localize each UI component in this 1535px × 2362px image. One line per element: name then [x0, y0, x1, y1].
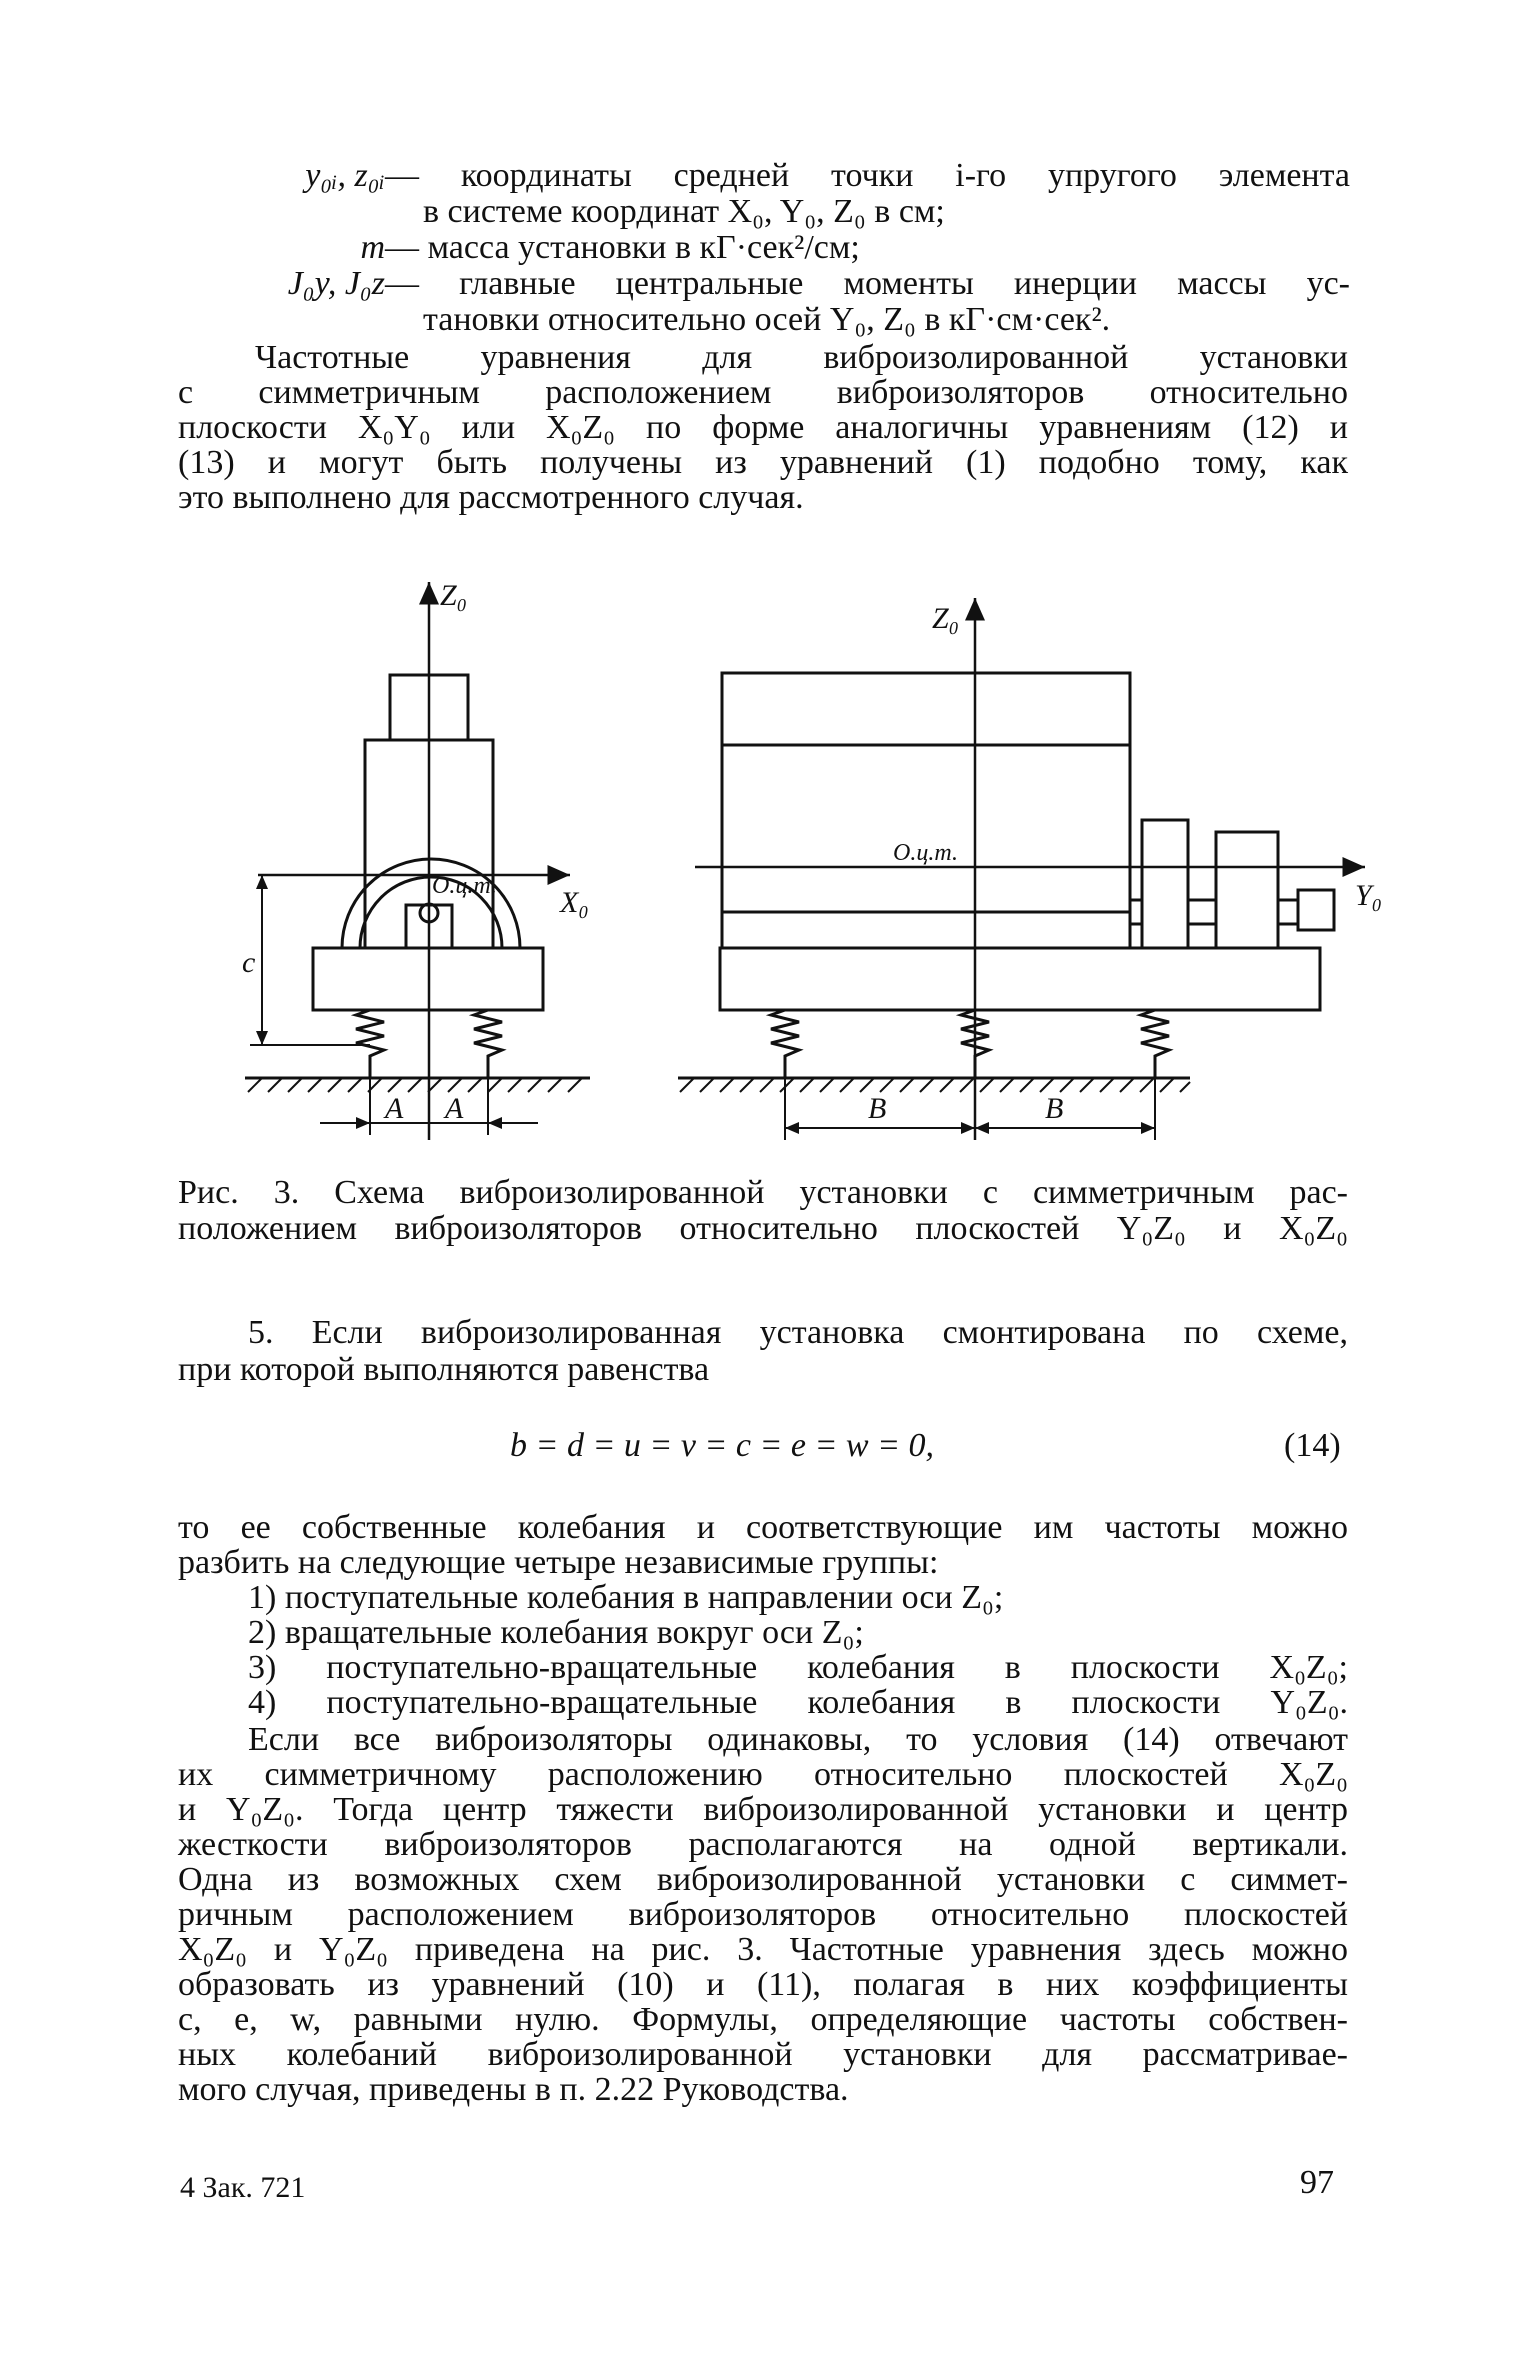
definition-text: — координаты средней точки i-го упругого элемента: [385, 157, 1350, 194]
label-y-right: Y₀: [1355, 879, 1383, 912]
section-5-text: 5. Если виброизолированная установка смонтирована по схеме,: [248, 1314, 1348, 1351]
paragraph-line: с симметричным расположением виброизоляторов относительно: [178, 374, 1348, 411]
definition-text-cont: в системе координат X₀, Y₀, Z₀ в см;: [423, 193, 945, 230]
label-cg-left: О.ц.т.: [432, 873, 497, 899]
ground-hatch: [248, 1078, 582, 1092]
list-item: 1) поступательные колебания в направлении оси Z₀;: [248, 1579, 1004, 1616]
right-view: [678, 598, 1365, 1140]
definition-text: — главные центральные моменты инерции массы ус-: [385, 265, 1350, 302]
paragraph-line: ных колебаний виброизолированной установки для рассматривае-: [178, 2036, 1348, 2073]
definition-text: — масса установки в кГ·сек²/см;: [385, 229, 860, 266]
label-dim-a1: A: [385, 1092, 404, 1125]
shaft-stub: [1130, 900, 1142, 924]
page-number: 97: [1300, 2164, 1334, 2201]
shaft-stub: [1278, 900, 1298, 924]
label-z-left: Z₀: [440, 579, 468, 612]
spring-right: [474, 1010, 502, 1078]
paragraph-line: плоскости X₀Y₀ или X₀Z₀ по форме аналогичны уравнениям (12) и: [178, 409, 1348, 446]
base-plate: [720, 948, 1320, 1010]
label-dim-b1: B: [868, 1092, 887, 1125]
list-item: 3) поступательно-вращательные колебания в плоскости X₀Z₀;: [248, 1649, 1348, 1686]
definition-term: J₀y, J₀z: [287, 265, 385, 302]
left-view: [245, 582, 590, 1140]
figure-caption: положением виброизоляторов относительно плоскостей Y₀Z₀ и X₀Z₀: [178, 1210, 1348, 1247]
paragraph-line: (13) и могут быть получены из уравнений (1) подобно тому, как: [178, 444, 1348, 481]
paragraph-line: мого случая, приведены в п. 2.22 Руководства.: [178, 2071, 849, 2108]
label-cg-right: О.ц.т.: [893, 840, 958, 866]
footer-print-info: 4 Зак. 721: [180, 2171, 306, 2204]
paragraph-line: разбить на следующие четыре независимые группы:: [178, 1544, 939, 1581]
list-item: 2) вращательные колебания вокруг оси Z₀;: [248, 1614, 864, 1651]
paragraph-line: жесткости виброизоляторов располагаются на одной вертикали.: [178, 1826, 1348, 1863]
list-item: 4) поступательно-вращательные колебания в плоскости Y₀Z₀.: [248, 1684, 1348, 1721]
paragraph-line: X₀Z₀ и Y₀Z₀ приведена на рис. 3. Частотные уравнения здесь можно: [178, 1931, 1348, 1968]
paragraph-line: это выполнено для рассмотренного случая.: [178, 479, 804, 516]
shaft-stub: [1188, 900, 1216, 924]
motor-block: [1216, 832, 1278, 948]
paragraph-line: Одна из возможных схем виброизолированной установки с симмет-: [178, 1861, 1348, 1898]
section-5-text: при которой выполняются равенства: [178, 1351, 710, 1388]
coupling-block: [1142, 820, 1188, 948]
label-dim-c: c: [242, 946, 256, 979]
paragraph-line: их симметричному расположению относительно плоскостей X₀Z₀: [178, 1756, 1348, 1793]
figure-caption: Рис. 3. Схема виброизолированной установки с симметричным рас-: [178, 1174, 1348, 1211]
end-cap: [1298, 890, 1334, 930]
spring-left: [771, 1010, 799, 1078]
label-dim-a2: A: [445, 1092, 464, 1125]
label-x-left: X₀: [560, 886, 589, 919]
equation-number: (14): [1284, 1427, 1341, 1464]
paragraph-line: то ее собственные колебания и соответствующие им частоты можно: [178, 1509, 1348, 1546]
paragraph-line: Если все виброизоляторы одинаковы, то условия (14) отвечают: [248, 1721, 1348, 1758]
machine-body: [722, 673, 1130, 948]
paragraph-line: ричным расположением виброизоляторов относительно плоскостей: [178, 1896, 1348, 1933]
label-z-right: Z₀: [932, 602, 960, 635]
paragraph-line: образовать из уравнений (10) и (11), полагая в них коэффициенты: [178, 1966, 1348, 2003]
paragraph-line: Частотные уравнения для виброизолированной установки: [255, 339, 1348, 376]
ground-hatch: [680, 1078, 1190, 1092]
equation-14: b = d = u = v = c = e = w = 0,: [510, 1427, 935, 1464]
label-dim-b2: B: [1045, 1092, 1064, 1125]
definition-term: y₀ᵢ, z₀ᵢ: [305, 157, 385, 194]
definition-term: m: [360, 229, 385, 266]
definition-text-cont: тановки относительно осей Y₀, Z₀ в кГ·см·сек².: [423, 301, 1111, 338]
spring-right: [1141, 1010, 1169, 1078]
paragraph-line: c, e, w, равными нулю. Формулы, определяющие частоты собствен-: [178, 2001, 1348, 2038]
paragraph-line: и Y₀Z₀. Тогда центр тяжести виброизолированной установки и центр: [178, 1791, 1348, 1828]
